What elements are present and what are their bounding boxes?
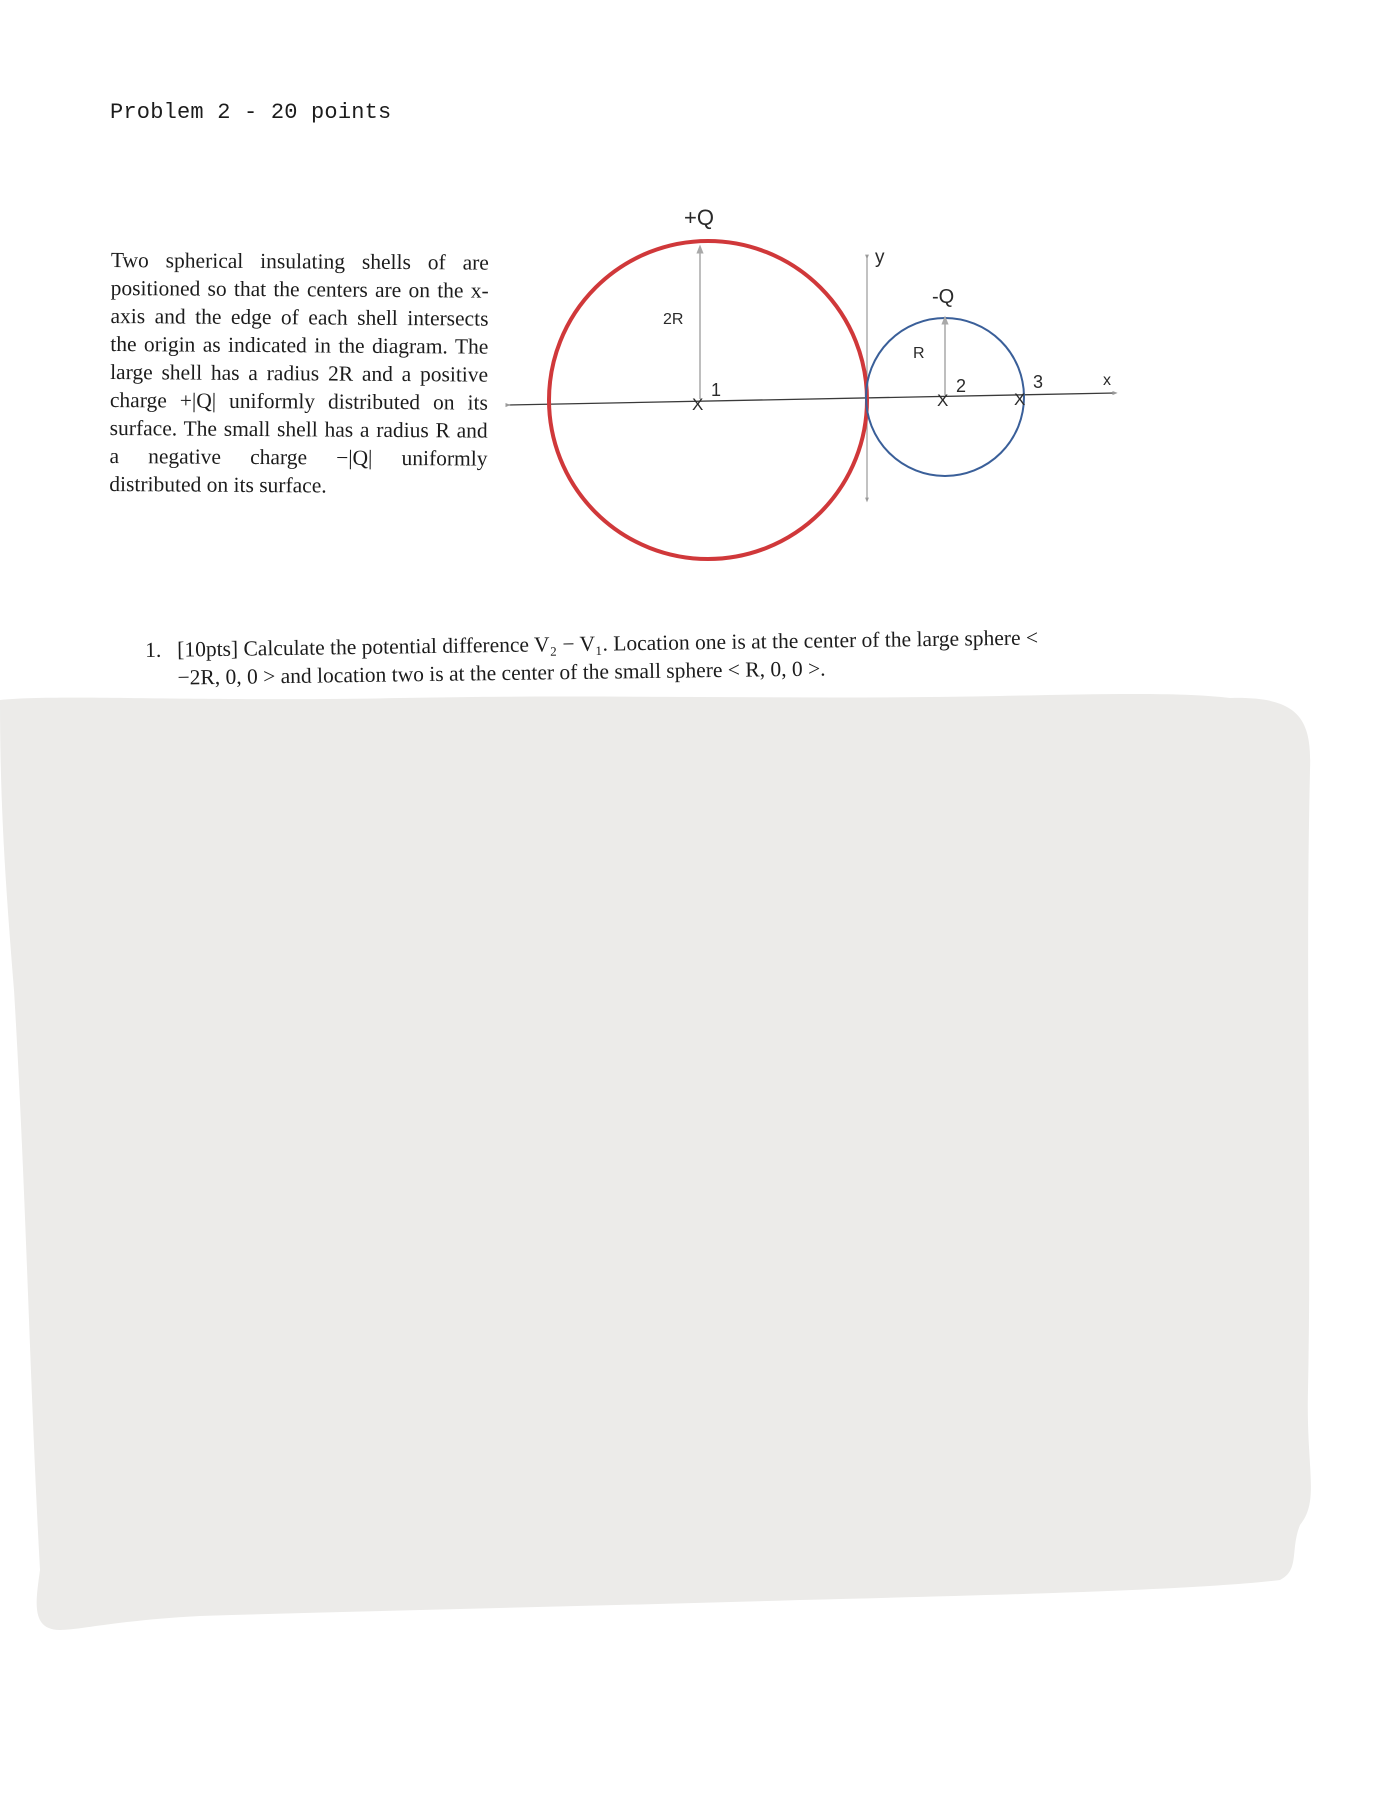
point-1-label: 1 <box>711 380 722 400</box>
point-1-marker: X <box>692 395 704 414</box>
large-shell <box>549 241 867 559</box>
question-number: 1. <box>145 637 162 662</box>
point-2-label: 2 <box>956 376 967 396</box>
charged-shells-diagram <box>500 195 1160 585</box>
y-axis-label: y <box>875 247 885 268</box>
point-3-label: 3 <box>1033 372 1044 392</box>
question-line-2: −2R, 0, 0 > and location two is at the center of the small sphere < R, 0, 0 >. <box>177 656 826 690</box>
redaction-shape <box>0 690 1330 1670</box>
question-line-1: [10pts] Calculate the potential difference V₂ − V₁. Location one is at the center of the large sphere < <box>177 625 1039 662</box>
large-charge-label: +Q <box>684 205 714 230</box>
problem-description: Two spherical insulating shells of are positioned so that the centers are on the x-axis and the edge of each shell intersects the origin as indicated in the diagram. The large shell has a radius 2R and a positive charge +|Q| uniformly distributed on its surface. The small shell has a radius R and a negative charge −|Q| uniformly distributed on its surface. <box>109 247 489 498</box>
small-charge-label: -Q <box>932 286 955 308</box>
redacted-answer-area <box>0 690 1330 1670</box>
x-axis-label: x <box>1103 372 1111 389</box>
small-radius-label: R <box>913 345 925 362</box>
large-radius-label: 2R <box>663 311 684 328</box>
point-2-marker: X <box>937 391 949 410</box>
point-3-marker: X <box>1014 390 1026 409</box>
diagram-svg <box>500 195 1160 585</box>
problem-title: Problem 2 - 20 points <box>110 100 392 125</box>
question-1 <box>145 621 1241 692</box>
